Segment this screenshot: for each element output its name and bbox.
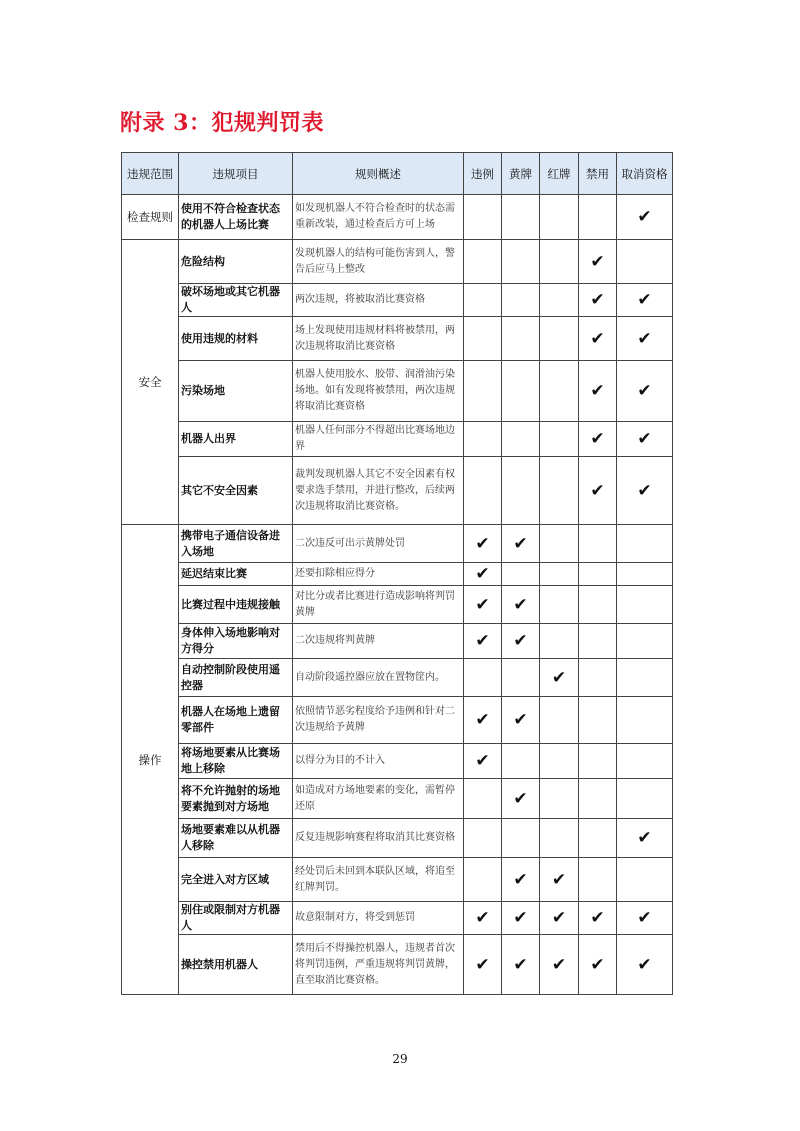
table-row	[122, 317, 673, 361]
violation-item-cell: 将场地要素从比赛场地上移除	[179, 744, 293, 779]
penalty-violation-cell	[464, 457, 502, 525]
penalty-ban-cell: ✔	[579, 935, 617, 995]
penalty-red-cell	[540, 317, 579, 361]
scope-cell: 操作	[122, 525, 179, 995]
violation-item-cell: 使用不符合检查状态的机器人上场比赛	[179, 195, 293, 240]
penalty-disq-cell: ✔	[617, 819, 673, 858]
penalty-disq-cell	[617, 525, 673, 563]
column-header-disqualify: 取消资格	[617, 153, 673, 195]
rule-description-cell: 二次违反可出示黄牌处罚	[293, 525, 464, 563]
penalty-ban-cell	[579, 563, 617, 586]
penalty-violation-cell: ✔	[464, 744, 502, 779]
penalty-red-cell	[540, 284, 579, 317]
penalty-disq-cell	[617, 744, 673, 779]
penalty-disq-cell	[617, 659, 673, 697]
penalty-yellow-cell	[502, 819, 540, 858]
violation-item-cell: 完全进入对方区域	[179, 858, 293, 902]
penalty-disq-cell: ✔	[617, 457, 673, 525]
penalty-yellow-cell: ✔	[502, 525, 540, 563]
penalty-violation-cell	[464, 779, 502, 819]
table-row	[122, 819, 673, 858]
penalty-ban-cell	[579, 779, 617, 819]
violation-item-cell: 操控禁用机器人	[179, 935, 293, 995]
penalty-violation-cell	[464, 195, 502, 240]
penalty-disq-cell	[617, 563, 673, 586]
penalty-yellow-cell	[502, 195, 540, 240]
penalty-red-cell: ✔	[540, 935, 579, 995]
table-row	[122, 195, 673, 240]
penalty-red-cell: ✔	[540, 858, 579, 902]
penalty-disq-cell	[617, 240, 673, 284]
penalty-ban-cell: ✔	[579, 361, 617, 422]
penalty-red-cell	[540, 422, 579, 457]
penalty-red-cell: ✔	[540, 902, 579, 935]
violation-item-cell: 将不允许抛射的场地要素抛到对方场地	[179, 779, 293, 819]
scope-cell: 安全	[122, 240, 179, 525]
penalty-red-cell	[540, 563, 579, 586]
penalty-violation-cell: ✔	[464, 525, 502, 563]
penalty-red-cell	[540, 779, 579, 819]
penalty-red-cell	[540, 744, 579, 779]
table-row	[122, 624, 673, 659]
penalty-yellow-cell: ✔	[502, 624, 540, 659]
penalty-violation-cell	[464, 422, 502, 457]
penalty-ban-cell	[579, 195, 617, 240]
penalty-red-cell	[540, 697, 579, 744]
penalty-yellow-cell: ✔	[502, 935, 540, 995]
violation-item-cell: 机器人在场地上遗留零部件	[179, 697, 293, 744]
page-title: 附录 3：犯规判罚表	[120, 110, 324, 136]
violation-item-cell: 延迟结束比赛	[179, 563, 293, 586]
table-header-row	[122, 153, 673, 195]
column-header-red-card: 红牌	[540, 153, 579, 195]
penalty-yellow-cell: ✔	[502, 858, 540, 902]
penalty-disq-cell	[617, 697, 673, 744]
column-header-desc: 规则概述	[293, 153, 464, 195]
penalty-ban-cell: ✔	[579, 317, 617, 361]
rule-description-cell: 经处罚后未回到本联队区域，将追至红牌判罚。	[293, 858, 464, 902]
table-row	[122, 457, 673, 525]
penalty-violation-cell: ✔	[464, 624, 502, 659]
table-row	[122, 659, 673, 697]
table-row	[122, 563, 673, 586]
penalty-disq-cell	[617, 779, 673, 819]
table-row	[122, 361, 673, 422]
rule-description-cell: 如发现机器人不符合检查时的状态需重新改装，通过检查后方可上场	[293, 195, 464, 240]
rule-description-cell: 发现机器人的结构可能伤害到人，警告后应马上整改	[293, 240, 464, 284]
penalty-ban-cell	[579, 659, 617, 697]
violation-item-cell: 场地要素难以从机器人移除	[179, 819, 293, 858]
penalty-disq-cell: ✔	[617, 317, 673, 361]
penalty-violation-cell	[464, 284, 502, 317]
penalty-ban-cell	[579, 744, 617, 779]
rule-description-cell: 机器人任何部分不得超出比赛场地边界	[293, 422, 464, 457]
column-header-item: 违规项目	[179, 153, 293, 195]
penalty-disq-cell: ✔	[617, 902, 673, 935]
penalty-ban-cell	[579, 819, 617, 858]
violation-item-cell: 携带电子通信设备进入场地	[179, 525, 293, 563]
rule-description-cell: 以得分为目的不计入	[293, 744, 464, 779]
table-row	[122, 744, 673, 779]
table-row	[122, 935, 673, 995]
column-header-ban: 禁用	[579, 153, 617, 195]
penalty-yellow-cell	[502, 563, 540, 586]
penalty-disq-cell: ✔	[617, 284, 673, 317]
rule-description-cell: 自动阶段遥控器应放在置物筐内。	[293, 659, 464, 697]
penalty-yellow-cell	[502, 361, 540, 422]
penalty-yellow-cell	[502, 317, 540, 361]
violation-item-cell: 别住或限制对方机器人	[179, 902, 293, 935]
penalty-ban-cell	[579, 624, 617, 659]
rule-description-cell: 两次违规，将被取消比赛资格	[293, 284, 464, 317]
rule-description-cell: 二次违规将判黄牌	[293, 624, 464, 659]
penalty-disq-cell	[617, 858, 673, 902]
violation-item-cell: 其它不安全因素	[179, 457, 293, 525]
penalty-ban-cell	[579, 525, 617, 563]
rule-description-cell: 故意限制对方，将受到惩罚	[293, 902, 464, 935]
page-number: 29	[392, 1052, 408, 1066]
penalty-violation-cell	[464, 659, 502, 697]
rule-description-cell: 对比分或者比赛进行造成影响将判罚黄牌	[293, 586, 464, 624]
penalty-violation-cell	[464, 240, 502, 284]
penalty-yellow-cell: ✔	[502, 902, 540, 935]
penalty-ban-cell	[579, 586, 617, 624]
penalty-ban-cell	[579, 858, 617, 902]
penalty-disq-cell	[617, 624, 673, 659]
penalty-violation-cell	[464, 317, 502, 361]
table-row	[122, 902, 673, 935]
penalty-ban-cell: ✔	[579, 422, 617, 457]
column-header-scope: 违规范围	[122, 153, 179, 195]
table-row	[122, 586, 673, 624]
penalty-red-cell	[540, 624, 579, 659]
violation-item-cell: 机器人出界	[179, 422, 293, 457]
table-row	[122, 240, 673, 284]
rule-description-cell: 裁判发现机器人其它不安全因素有权要求选手禁用，并进行整改，后续两次违规将取消比赛资格。	[293, 457, 464, 525]
penalty-disq-cell: ✔	[617, 361, 673, 422]
penalty-yellow-cell	[502, 240, 540, 284]
table-row	[122, 422, 673, 457]
penalty-violation-cell: ✔	[464, 563, 502, 586]
violation-item-cell: 污染场地	[179, 361, 293, 422]
penalty-yellow-cell	[502, 284, 540, 317]
penalty-red-cell	[540, 361, 579, 422]
violation-item-cell: 比赛过程中违规接触	[179, 586, 293, 624]
table-row	[122, 525, 673, 563]
column-header-yellow-card: 黄牌	[502, 153, 540, 195]
penalty-violation-cell: ✔	[464, 586, 502, 624]
penalty-red-cell	[540, 240, 579, 284]
penalty-disq-cell: ✔	[617, 195, 673, 240]
table-row	[122, 858, 673, 902]
penalty-yellow-cell: ✔	[502, 779, 540, 819]
penalty-violation-cell: ✔	[464, 902, 502, 935]
table-row	[122, 697, 673, 744]
penalty-table	[121, 152, 673, 995]
penalty-violation-cell: ✔	[464, 935, 502, 995]
column-header-violation: 违例	[464, 153, 502, 195]
penalty-ban-cell	[579, 697, 617, 744]
penalty-violation-cell	[464, 361, 502, 422]
penalty-disq-cell: ✔	[617, 935, 673, 995]
penalty-red-cell: ✔	[540, 659, 579, 697]
table-row	[122, 284, 673, 317]
rule-description-cell: 场上发现使用违规材料将被禁用，两次违规将取消比赛资格	[293, 317, 464, 361]
penalty-red-cell	[540, 195, 579, 240]
penalty-yellow-cell: ✔	[502, 586, 540, 624]
penalty-ban-cell: ✔	[579, 457, 617, 525]
penalty-ban-cell: ✔	[579, 240, 617, 284]
rule-description-cell: 反复违规影响赛程将取消其比赛资格	[293, 819, 464, 858]
violation-item-cell: 自动控制阶段使用遥控器	[179, 659, 293, 697]
penalty-yellow-cell	[502, 422, 540, 457]
penalty-disq-cell	[617, 586, 673, 624]
penalty-violation-cell	[464, 858, 502, 902]
penalty-red-cell	[540, 586, 579, 624]
rule-description-cell: 机器人使用胶水、胶带、润滑油污染场地。如有发现将被禁用，两次违规将取消比赛资格	[293, 361, 464, 422]
violation-item-cell: 破坏场地或其它机器人	[179, 284, 293, 317]
penalty-yellow-cell: ✔	[502, 697, 540, 744]
penalty-red-cell	[540, 525, 579, 563]
penalty-red-cell	[540, 819, 579, 858]
penalty-yellow-cell	[502, 659, 540, 697]
rule-description-cell: 如造成对方场地要素的变化，需暂停还原	[293, 779, 464, 819]
table-row	[122, 779, 673, 819]
penalty-ban-cell: ✔	[579, 284, 617, 317]
penalty-disq-cell: ✔	[617, 422, 673, 457]
violation-item-cell: 使用违规的材料	[179, 317, 293, 361]
violation-item-cell: 危险结构	[179, 240, 293, 284]
penalty-violation-cell: ✔	[464, 697, 502, 744]
penalty-ban-cell: ✔	[579, 902, 617, 935]
rule-description-cell: 依照情节恶劣程度给予违例和针对二次违规给予黄牌	[293, 697, 464, 744]
rule-description-cell: 还要扣除相应得分	[293, 563, 464, 586]
penalty-yellow-cell	[502, 457, 540, 525]
rule-description-cell: 禁用后不得操控机器人，违规者首次将判罚违例，严重违规将判罚黄牌，直至取消比赛资格。	[293, 935, 464, 995]
violation-item-cell: 身体伸入场地影响对方得分	[179, 624, 293, 659]
scope-cell: 检查规则	[122, 195, 179, 240]
penalty-red-cell	[540, 457, 579, 525]
penalty-violation-cell	[464, 819, 502, 858]
penalty-yellow-cell	[502, 744, 540, 779]
